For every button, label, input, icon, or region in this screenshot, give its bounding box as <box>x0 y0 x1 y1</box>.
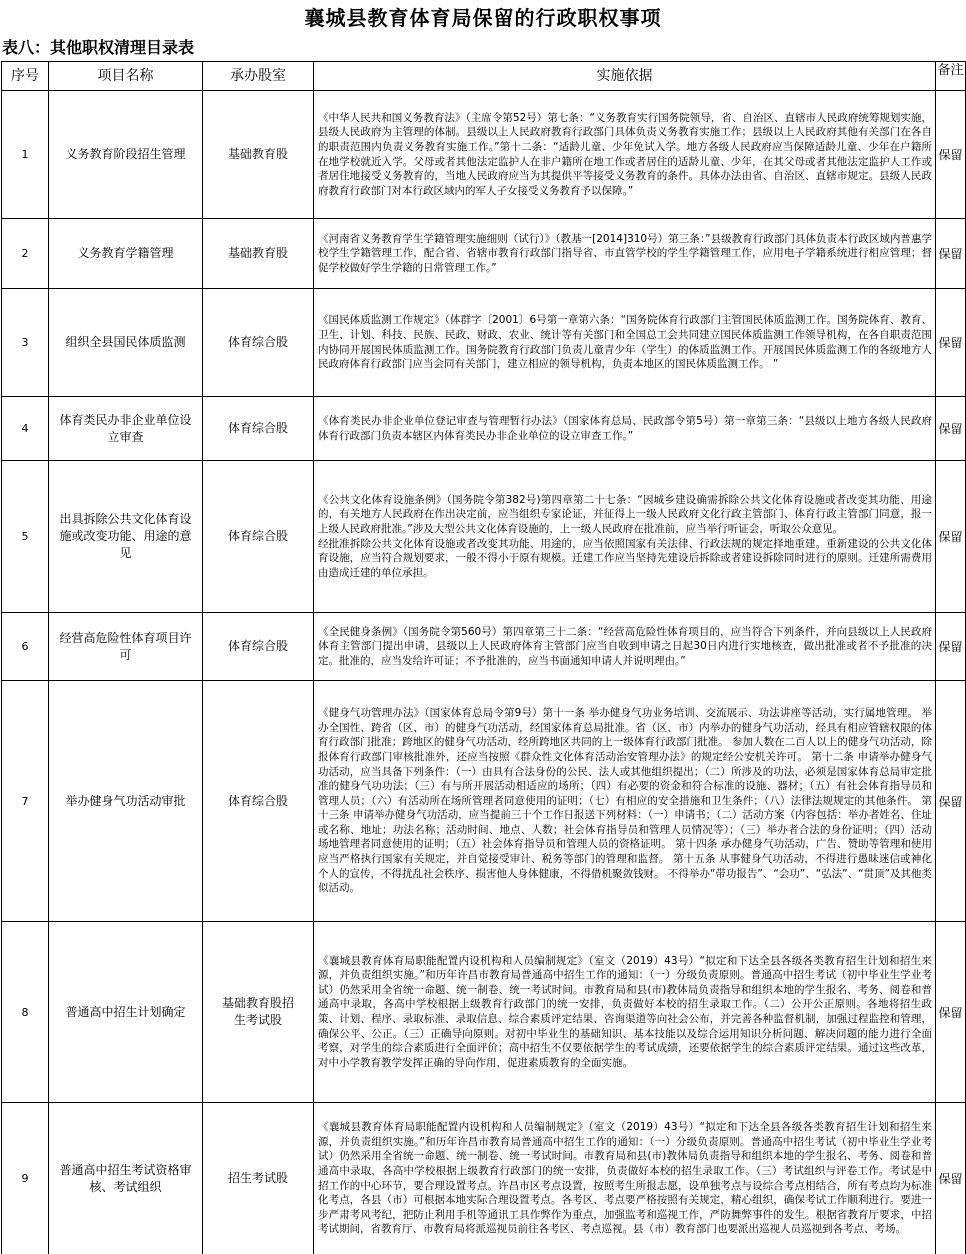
header-remark: 备注 <box>936 62 966 91</box>
row-basis: 《襄城县教育体育局职能配置内设机构和人员编制规定》（室文（2019）43号）“拟定和下达全县各级各类教育招生计划和招生来源，并负责组织实施。”和历年许昌市教育局普通高中招生工作的通知：（一）分级负责原则。普通高中招生考试（初中毕业生学业考试）仍然采用全省统一命题、统一制卷、统一考试时间。市教育局和县(市)教体局负责指导和组织本地的学生报名、考务、阅卷和普通高中录取，各高中学校根据上级教育行政部门的统一安排，负责做好本校的招生录取工作。（二）公开公正原则。各地将招生政策、计划、程序、录取标准、录取信息、综合素质评定结果、咨询渠道等向社会公布，并完善各种监督机制，加强过程监控和管理，确保公平、公正。（三）正确导向原则。对初中毕业生的基础知识、基本技能以及综合运用知识分析问题、解决问题的能力进行全面考察，对学生的综合素质进行全面评价；高中招生不仅要依据学生的考试成绩，还要依据学生的综合素质评定结果。通过这些改革，对中小学教育教学发挥正确的导向作用，促进素质教育的全面实施。 <box>314 922 936 1103</box>
table-row <box>2 613 966 681</box>
table-row <box>2 681 966 922</box>
row-office: 体育综合股 <box>203 397 314 461</box>
header-office: 承办股室 <box>203 62 314 91</box>
row-office: 基础教育股 <box>203 91 314 219</box>
row-basis: 《体育类民办非企业单位登记审查与管理暂行办法》（国家体育总局、民政部令第5号）第一章第三条：“县级以上地方各级人民政府体育行政部门负责本辖区内体育类民办非企业单位的设立审查工作。” <box>314 397 936 461</box>
row-name: 义务教育学籍管理 <box>49 219 203 289</box>
row-name: 出具拆除公共文化体育设施或改变功能、用途的意见 <box>49 461 203 613</box>
row-office: 体育综合股 <box>203 289 314 397</box>
row-remark: 保留 <box>936 397 966 461</box>
row-no: 2 <box>2 219 49 289</box>
row-basis: 《河南省义务教育学生学籍管理实施细则（试行）》（教基一[2014]310号）第三条：”县级教育行政部门具体负责本行政区域内普惠学校学生学籍管理工作，配合省、省辖市教育行政部门指导省、市直管学校的学生学籍管理工作，应用电子学籍系统进行相应管理；督促学校做好学生学籍的日常管理工作。” <box>314 219 936 289</box>
row-basis: 《襄城县教育体育局职能配置内设机构和人员编制规定》（室文（2019）43号）“拟定和下达全县各级各类教育招生计划和招生来源，并负责组织实施。”和历年许昌市教育局普通高中招生工作的通知：（一）分级负责原则。普通高中招生考试（初中毕业生学业考试）仍然采用全省统一命题、统一制卷、统一考试时间。市教育局和县(市)教体局负责指导和组织本地的学生报名、考务、阅卷和普通高中录取，各高中学校根据上级教育行政部门的统一安排，负责做好本校的招生录取工作。（三）考试组织与评卷工作。考试是中招工作的中心环节，要合理设置考点。许昌市区考点设置，按照考生所报志愿，设单独考点与设综合考点相结合，所有考点均为标准化考点，各县（市）可根据本地实际合理设置考点。各考区、考点要严格按照有关规定，精心组织，确保考试工作顺利进行。要进一步严肃考风考纪，把防止利用手机等通讯工具作弊作为重点，加强监考和巡视工作，严防舞弊事件的发生。根据省教育厅要求，中招考试期间，省教育厅、市教育局将派巡视员前往各考区、考点巡视。县（市）教育部门也要派出巡视人员巡视到各考点、考场。 <box>314 1103 936 1254</box>
header-no: 序号 <box>2 62 49 91</box>
row-basis: 《公共文化体育设施条例》（国务院令第382号)第四章第二十七条：“因城乡建设确需拆除公共文化体育设施或者改变其功能、用途的，有关地方人民政府在作出决定前，应当组织专家论证，并征得上一级人民政府文化行政主管部门、体育行政主管部门同意，报一上级人民政府批准。”涉及大型公共文化体育设施的，上一级人民政府在批准前，应当举行听证会，听取公众意见。 经批准拆除公共文化体育设施或者改变其功能、用途的，应当依照国家有关法律、行政法规的规定择地重建。重新建设的公共文化体育设施，应当符合规划要求，一般不得小于原有规模。迁建工作应当坚持先建设后拆除或者建设拆除同时进行的原则。迁建所需费用由造成迁建的单位承担。 <box>314 461 936 613</box>
row-no: 6 <box>2 613 49 681</box>
row-remark: 保留 <box>936 1103 966 1254</box>
document-title: 襄城县教育体育局保留的行政职权事项 <box>304 6 662 30</box>
row-remark: 保留 <box>936 91 966 219</box>
table-subtitle: 表八：其他职权清理目录表 <box>2 38 195 57</box>
row-basis: 《中华人民共和国义务教育法》（主席令第52号）第七条：“义务教育实行国务院领导，省、自治区、直辖市人民政府统筹规划实施，县级人民政府为主管理的体制。县级以上人民政府教育行政部门具体负责义务教育实施工作；县级以上人民政府其他有关部门在各自的职责范围内负责义务教育实施工作。”第十二条：“适龄儿童、少年免试入学。地方各级人民政府应当保障适龄儿童、少年在户籍所在地学校就近入学。父母或者其他法定监护人在非户籍所在地工作或者居住的适龄儿童、少年，在其父母或者其他法定监护人工作或者居住地接受义务教育的，当地人民政府应当为其提供平等接受义务教育的条件。具体办法由省、自治区、直辖市规定。县级人民政府教育行政部门对本行政区域内的军人子女接受义务教育予以保障。” <box>314 91 936 219</box>
table-row <box>2 461 966 613</box>
row-office: 基础教育股 <box>203 219 314 289</box>
row-remark: 保留 <box>936 922 966 1103</box>
row-name: 经营高危险性体育项目许可 <box>49 613 203 681</box>
table-row <box>2 1103 966 1254</box>
table-row <box>2 922 966 1103</box>
row-office: 招生考试股 <box>203 1103 314 1254</box>
row-name: 义务教育阶段招生管理 <box>49 91 203 219</box>
header-basis: 实施依据 <box>314 62 936 91</box>
table-row <box>2 219 966 289</box>
row-no: 8 <box>2 922 49 1103</box>
row-remark: 保留 <box>936 613 966 681</box>
row-basis: 《国民体质监测工作规定》（体群字〔2001〕6号第一章第六条：“国务院体育行政部门主管国民体质监测工作。国务院体育、教育、卫生、计划、科技、民族、民政、财政、农业、统计等有关部门和全国总工会共同建立国民体质监测工作领导机构，在各自职责范围内协同开展国民体质监测工作。国务院教育行政部门负责儿童青少年（学生）的体质监测工作。开展国民体质监测工作的各级地方人民政府体育行政部门应当会同有关部门，建立相应的领导机构，负责本地区的国民体质监测工作。 ” <box>314 289 936 397</box>
row-no: 1 <box>2 91 49 219</box>
row-remark: 保留 <box>936 461 966 613</box>
row-office: 体育综合股 <box>203 613 314 681</box>
header-name: 项目名称 <box>49 62 203 91</box>
row-name: 体育类民办非企业单位设立审查 <box>49 397 203 461</box>
table-row <box>2 289 966 397</box>
row-remark: 保留 <box>936 289 966 397</box>
table-header-row <box>2 62 966 91</box>
table-row <box>2 397 966 461</box>
row-no: 5 <box>2 461 49 613</box>
row-remark: 保留 <box>936 681 966 922</box>
row-no: 3 <box>2 289 49 397</box>
row-office: 体育综合股 <box>203 681 314 922</box>
row-name: 组织全县国民体质监测 <box>49 289 203 397</box>
row-basis: 《健身气功管理办法》（国家体育总局令第9号）第十一条 举办健身气功业务培训、交流展示、功法讲座等活动，实行属地管理。 举办全国性、跨省（区、市）的健身气功活动，经国家体育总局批准。省（区、市）内举办的健身气功活动，经具有相应管辖权限的体育行政部门批准；跨地区的健身气功活动，经所跨地区共同的上一级体育行政部门批准。 参加人数在二百人以上的健身气功活动，除报体育行政部门审核批准外，还应当按照《群众性文化体育活动治安管理办法》的规定经公安机关许可。 第十二条 申请举办健身气功活动，应当具备下列条件：（一）由具有合法身份的公民、法人或其他组织提出；（二）所涉及的功法，必须是国家体育总局审定批准的健身气功功法；（三）有与所开展活动相适应的场所；（四）有必要的资金和符合标准的设施、器材；（五）有社会体育指导员和管理人员；（六）有活动所在场所管理者同意使用的证明；（七）有相应的安全措施和卫生条件；（八）法律法规规定的其他条件。 第十三条 申请举办健身气功活动，应当提前三十个工作日报送下列材料：（一）申请书；（二）活动方案（内容包括：举办者姓名、住址或名称、地址；功法名称；活动时间、地点、人数；社会体育指导员和管理人员情况等）；（三）举办者合法的身份证明；（四）活动场地管理者同意使用的证明；（五）社会体育指导员和管理人员的资格证明。 第十四条 承办健身气功活动，广告、赞助等管理和使用应当严格执行国家有关规定，并自觉接受审计、税务等部门的管理和监督。 第十五条 从事健身气功活动，不得进行愚昧迷信或神化个人的宣传，不得扰乱社会秩序、损害他人身体健康，不得借机聚敛钱财。 不得举办“带功报告”、“会功”、“弘法”、“贯顶”及其他类似活动。 <box>314 681 936 922</box>
row-no: 9 <box>2 1103 49 1254</box>
row-office: 体育综合股 <box>203 461 314 613</box>
row-no: 4 <box>2 397 49 461</box>
row-name: 普通高中招生计划确定 <box>49 922 203 1103</box>
row-office: 基础教育股招生考试股 <box>203 922 314 1103</box>
row-name: 举办健身气功活动审批 <box>49 681 203 922</box>
row-no: 7 <box>2 681 49 922</box>
row-name: 普通高中招生考试资格审核、考试组织 <box>49 1103 203 1254</box>
row-remark: 保留 <box>936 219 966 289</box>
authority-table <box>1 61 966 1254</box>
row-basis: 《全民健身条例》（国务院令第560号）第四章第三十二条：“经营高危险性体育项目的，应当符合下列条件，并向县级以上人民政府体育主管部门提出申请，县级以上人民政府体育主管部门应当自收到申请之日起30日内进行实地核查，做出批准或者不予批准的决定。批准的，应当发给许可证；不予批准的，应当书面通知申请人并说明理由。” <box>314 613 936 681</box>
table-row <box>2 91 966 219</box>
